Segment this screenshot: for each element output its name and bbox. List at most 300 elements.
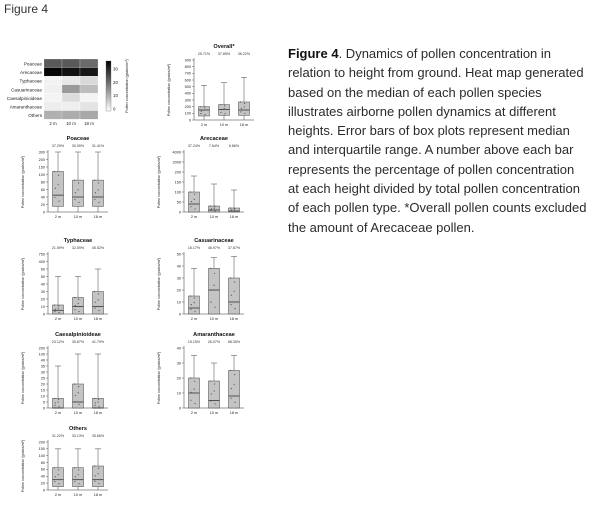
data-point xyxy=(194,311,195,312)
data-point xyxy=(78,483,79,484)
box-plot-casuarinaceae xyxy=(150,236,270,328)
y-tick-label: 750 xyxy=(38,252,45,257)
box xyxy=(229,278,240,314)
percent-label: 21.59% xyxy=(51,246,65,250)
heatmap-cell xyxy=(62,59,80,68)
data-point xyxy=(210,302,211,303)
y-axis-label: Pollen concentration (grains/m³) xyxy=(21,257,25,311)
y-tick-label: 20 xyxy=(176,376,181,381)
data-point xyxy=(98,399,99,400)
percent-label: 25.71% xyxy=(197,52,211,56)
x-tick-label: 18 m xyxy=(229,215,239,219)
percent-label: 35.87% xyxy=(71,340,85,344)
x-tick-label: 10 m xyxy=(209,317,219,321)
box-plot-poaceae xyxy=(14,134,134,226)
data-point xyxy=(58,184,59,185)
y-tick-label: 10 xyxy=(176,300,181,305)
data-point xyxy=(214,211,215,212)
data-point xyxy=(94,481,95,482)
chart-title: Others xyxy=(68,426,88,432)
percent-label: 32.59% xyxy=(71,246,85,250)
y-tick-label: 100 xyxy=(184,111,191,116)
data-point xyxy=(74,297,75,298)
data-point xyxy=(211,208,212,209)
data-point xyxy=(234,211,235,212)
y-tick-label: 5 xyxy=(42,400,45,405)
data-point xyxy=(98,299,99,300)
x-tick-label: 18 m xyxy=(229,411,239,415)
box xyxy=(73,180,84,206)
data-point xyxy=(58,401,59,402)
chart-title: Poaceae xyxy=(66,136,90,142)
data-point xyxy=(214,390,215,391)
data-point xyxy=(75,395,76,396)
heatmap-scale-tick: 10 xyxy=(113,93,118,99)
y-tick-label: 20 xyxy=(40,202,45,207)
box xyxy=(93,466,104,487)
heatmap-cell xyxy=(80,111,98,120)
x-tick-label: 2 m xyxy=(190,317,198,321)
x-tick-label: 10 m xyxy=(219,123,229,127)
data-point xyxy=(214,307,215,308)
percent-label: 37.24% xyxy=(187,144,201,148)
heatmap-cell xyxy=(62,93,80,102)
heatmap-cell xyxy=(44,76,62,85)
data-point xyxy=(94,199,95,200)
y-tick-label: 30 xyxy=(176,361,181,366)
data-point xyxy=(58,308,59,309)
data-point xyxy=(58,406,59,407)
heatmap-col-label: 18 m xyxy=(84,121,94,127)
data-point xyxy=(78,303,79,304)
percent-label: 15.15% xyxy=(187,340,201,344)
data-point xyxy=(78,202,79,203)
data-point xyxy=(224,105,225,106)
percent-label: 33.13% xyxy=(71,434,85,438)
percent-label: 37.85% xyxy=(217,52,231,56)
data-point xyxy=(94,180,95,181)
data-point xyxy=(230,210,231,211)
x-tick-label: 10 m xyxy=(73,215,83,219)
percent-label: 15.17% xyxy=(187,246,201,250)
y-tick-label: 150 xyxy=(38,165,45,170)
heatmap-row-label: Arecaceae xyxy=(20,70,42,76)
heatmap-row-label: Casuarinaceae xyxy=(11,87,42,93)
data-point xyxy=(98,483,99,484)
data-point xyxy=(94,308,95,309)
data-point xyxy=(78,182,79,183)
chart-title: Casuarinaceae xyxy=(194,238,234,244)
data-point xyxy=(94,291,95,292)
data-point xyxy=(194,297,195,298)
data-point xyxy=(210,380,211,381)
data-point xyxy=(94,465,95,466)
y-tick-label: 40 xyxy=(40,358,45,363)
y-tick-label: 0 xyxy=(42,488,45,493)
data-point xyxy=(244,113,245,114)
data-point xyxy=(210,210,211,211)
y-tick-label: 30 xyxy=(40,370,45,375)
data-point xyxy=(98,406,99,407)
box xyxy=(209,381,220,408)
data-point xyxy=(54,398,55,399)
y-tick-label: 40 xyxy=(40,474,45,479)
heatmap-cell xyxy=(44,111,62,120)
x-tick-label: 18 m xyxy=(93,317,103,321)
y-tick-label: 0 xyxy=(188,118,191,123)
data-point xyxy=(190,206,191,207)
data-point xyxy=(210,205,211,206)
box xyxy=(219,105,230,116)
y-tick-label: 4000 xyxy=(172,150,181,155)
box xyxy=(239,102,250,115)
data-point xyxy=(190,377,191,378)
data-point xyxy=(230,207,231,208)
box xyxy=(73,468,84,487)
data-point xyxy=(231,209,232,210)
y-tick-label: 200 xyxy=(38,440,45,445)
data-point xyxy=(204,107,205,108)
heatmap-cell xyxy=(80,68,98,77)
y-tick-label: 0 xyxy=(178,210,181,215)
heatmap-cell xyxy=(62,68,80,77)
chart-title: Typhaceae xyxy=(63,238,93,244)
data-point xyxy=(200,106,201,107)
data-point xyxy=(98,182,99,183)
heatmap-cell xyxy=(62,85,80,94)
y-tick-label: 50 xyxy=(176,200,181,205)
y-tick-label: 0 xyxy=(178,312,181,317)
data-point xyxy=(54,171,55,172)
box xyxy=(73,298,84,315)
box xyxy=(93,292,104,315)
y-tick-label: 200 xyxy=(38,157,45,162)
y-tick-label: 0 xyxy=(178,406,181,411)
data-point xyxy=(190,295,191,296)
data-point xyxy=(58,469,59,470)
y-tick-label: 60 xyxy=(40,467,45,472)
percent-label: 37.29% xyxy=(51,144,65,148)
data-point xyxy=(55,476,56,477)
x-tick-label: 2 m xyxy=(200,123,208,127)
percent-label: 35.66% xyxy=(91,434,105,438)
data-point xyxy=(95,402,96,403)
data-point xyxy=(234,291,235,292)
heatmap-cell xyxy=(80,102,98,111)
box-plot-typhaceae xyxy=(14,236,134,328)
heatmap-cell xyxy=(62,102,80,111)
data-point xyxy=(74,199,75,200)
data-point xyxy=(221,109,222,110)
y-tick-label: 200 xyxy=(184,104,191,109)
data-point xyxy=(190,191,191,192)
y-tick-label: 20 xyxy=(40,481,45,486)
box-plot-amaranthaceae xyxy=(150,330,270,422)
heatmap-cell xyxy=(80,85,98,94)
data-point xyxy=(220,112,221,113)
y-tick-label: 500 xyxy=(184,84,191,89)
y-axis-label: Pollen concentration (grains/m³) xyxy=(21,439,25,493)
heatmap-row-label: Poaceae xyxy=(23,61,42,67)
y-tick-label: 100 xyxy=(38,352,45,357)
data-point xyxy=(191,392,192,393)
y-tick-label: 100 xyxy=(38,454,45,459)
data-point xyxy=(95,302,96,303)
y-tick-label: 80 xyxy=(40,180,45,185)
percent-label: 6.86% xyxy=(228,144,240,148)
x-tick-label: 10 m xyxy=(73,493,83,497)
x-tick-label: 18 m xyxy=(93,411,103,415)
chart-title: Arecaceae xyxy=(200,136,228,142)
data-point xyxy=(211,393,212,394)
y-tick-label: 40 xyxy=(176,264,181,269)
y-tick-label: 300 xyxy=(184,98,191,103)
y-tick-label: 700 xyxy=(184,71,191,76)
figure-caption xyxy=(288,44,588,237)
y-tick-label: 2000 xyxy=(172,160,181,165)
x-tick-label: 10 m xyxy=(73,411,83,415)
data-point xyxy=(78,474,79,475)
data-point xyxy=(55,309,56,310)
percent-label: 58.35% xyxy=(227,340,241,344)
y-tick-label: 300 xyxy=(38,150,45,155)
box xyxy=(53,172,64,207)
heatmap-row-label: Amaranthaceae xyxy=(9,104,42,110)
y-axis-label: Pollen concentration (grains/m³) xyxy=(157,257,161,311)
data-point xyxy=(54,467,55,468)
heatmap-scale-tick: 20 xyxy=(113,79,118,85)
data-point xyxy=(58,483,59,484)
y-tick-label: 800 xyxy=(184,64,191,69)
y-axis-label: Pollen concentration (grains/m³) xyxy=(157,155,161,209)
data-point xyxy=(98,189,99,190)
data-point xyxy=(78,404,79,405)
data-point xyxy=(74,401,75,402)
y-tick-label: 100 xyxy=(174,190,181,195)
x-tick-label: 18 m xyxy=(229,317,239,321)
data-point xyxy=(78,189,79,190)
data-point xyxy=(54,304,55,305)
y-tick-label: 50 xyxy=(176,252,181,257)
chart-title: Caesalpinioideae xyxy=(55,332,101,338)
x-tick-label: 2 m xyxy=(54,215,62,219)
data-point xyxy=(201,111,202,112)
box xyxy=(53,468,64,487)
box xyxy=(199,107,210,116)
data-point xyxy=(75,192,76,193)
data-point xyxy=(230,277,231,278)
data-point xyxy=(190,400,191,401)
data-point xyxy=(74,180,75,181)
x-tick-label: 2 m xyxy=(190,411,198,415)
data-point xyxy=(78,299,79,300)
data-point xyxy=(240,101,241,102)
y-tick-label: 20 xyxy=(40,382,45,387)
data-point xyxy=(194,381,195,382)
x-tick-label: 10 m xyxy=(73,317,83,321)
data-point xyxy=(94,398,95,399)
heatmap-color-scale xyxy=(106,61,111,111)
figure-label: Figure 4 xyxy=(4,2,49,16)
heatmap-scale-tick: 0 xyxy=(113,106,116,112)
heatmap-cell xyxy=(80,93,98,102)
y-tick-label: 40 xyxy=(40,195,45,200)
y-tick-label: 10 xyxy=(40,394,45,399)
data-point xyxy=(58,305,59,306)
data-point xyxy=(194,208,195,209)
data-point xyxy=(194,403,195,404)
box xyxy=(189,192,200,212)
box-plot-arecaceae xyxy=(150,134,270,226)
y-tick-label: 150 xyxy=(38,447,45,452)
y-tick-label: 30 xyxy=(176,276,181,281)
x-tick-label: 18 m xyxy=(239,123,249,127)
heatmap-cell xyxy=(80,59,98,68)
data-point xyxy=(74,383,75,384)
data-point xyxy=(210,400,211,401)
heatmap-cell xyxy=(62,76,80,85)
box xyxy=(93,180,104,206)
heatmap-cell xyxy=(44,93,62,102)
data-point xyxy=(234,374,235,375)
y-tick-label: 80 xyxy=(40,460,45,465)
data-point xyxy=(58,175,59,176)
heatmap-cell xyxy=(80,76,98,85)
data-point xyxy=(224,108,225,109)
data-point xyxy=(78,386,79,387)
x-tick-label: 18 m xyxy=(93,215,103,219)
heatmap-col-label: 2 m xyxy=(49,121,57,127)
x-tick-label: 10 m xyxy=(209,411,219,415)
data-point xyxy=(95,192,96,193)
data-point xyxy=(230,370,231,371)
y-axis-label: Pollen concentration (grains/m³) xyxy=(157,351,161,405)
data-point xyxy=(75,476,76,477)
percent-label: 37.67% xyxy=(227,246,241,250)
data-point xyxy=(74,309,75,310)
data-point xyxy=(230,304,231,305)
y-axis-label: Pollen concentration (grains/m³) xyxy=(21,351,25,405)
box xyxy=(73,384,84,408)
data-point xyxy=(220,104,221,105)
box xyxy=(53,398,64,408)
data-point xyxy=(214,208,215,209)
heatmap-scale-label: Pollen concentration (grains/m³) xyxy=(125,59,129,113)
data-point xyxy=(231,388,232,389)
y-tick-label: 20 xyxy=(40,297,45,302)
caption-text: . Dynamics of pollen concentration in relation to height from ground. Heat map generated based on the median of each pollen species illustrates airborne pollen dynamics at different heights. Error bars of box plots represent median and interquartile range. A number above each bar represents the percentage of pollen concentration at each height divided by total pollen concentration of each pollen type. *Overall pollen counts excluded the amount of Arecaceae pollen. xyxy=(288,46,587,235)
heatmap-cell xyxy=(62,111,80,120)
box-plot-others xyxy=(14,424,134,504)
data-point xyxy=(98,310,99,311)
y-tick-label: 40 xyxy=(40,282,45,287)
chart-title: Amaranthaceae xyxy=(193,332,235,338)
y-tick-label: 150 xyxy=(174,180,181,185)
data-point xyxy=(74,481,75,482)
data-point xyxy=(214,383,215,384)
data-point xyxy=(78,311,79,312)
y-tick-label: 20 xyxy=(176,288,181,293)
data-point xyxy=(210,268,211,269)
y-tick-label: 60 xyxy=(40,187,45,192)
y-tick-label: 10 xyxy=(40,304,45,309)
y-tick-label: 0 xyxy=(42,406,45,411)
data-point xyxy=(240,111,241,112)
data-point xyxy=(98,202,99,203)
data-point xyxy=(204,114,205,115)
data-point xyxy=(58,474,59,475)
box xyxy=(209,268,220,314)
x-tick-label: 18 m xyxy=(93,493,103,497)
percent-label: 45.52% xyxy=(91,246,105,250)
data-point xyxy=(98,468,99,469)
box xyxy=(189,296,200,314)
box xyxy=(93,398,104,408)
data-point xyxy=(194,199,195,200)
heatmap-cell xyxy=(44,85,62,94)
heatmap-cell xyxy=(44,102,62,111)
data-point xyxy=(234,281,235,282)
y-tick-label: 60 xyxy=(40,267,45,272)
heatmap-row-label: Typhaceae xyxy=(19,78,42,84)
data-point xyxy=(78,392,79,393)
data-point xyxy=(234,384,235,385)
y-tick-label: 900 xyxy=(184,58,191,63)
data-point xyxy=(55,188,56,189)
y-tick-label: 30 xyxy=(40,289,45,294)
y-tick-label: 0 xyxy=(42,312,45,317)
y-tick-label: 200 xyxy=(174,170,181,175)
y-axis-label: Pollen concentration (grains/m³) xyxy=(167,63,171,117)
x-tick-label: 2 m xyxy=(190,215,198,219)
y-tick-label: 25 xyxy=(40,376,45,381)
box-plot-caesalpinioideae xyxy=(14,330,134,422)
data-point xyxy=(95,475,96,476)
caption-lead: Figure 4 xyxy=(288,46,339,61)
box xyxy=(229,371,240,409)
data-point xyxy=(98,401,99,402)
y-tick-label: 100 xyxy=(38,172,45,177)
data-point xyxy=(194,302,195,303)
y-tick-label: 400 xyxy=(38,259,45,264)
x-tick-label: 2 m xyxy=(54,411,62,415)
data-point xyxy=(58,312,59,313)
data-point xyxy=(214,273,215,274)
data-point xyxy=(200,113,201,114)
percent-label: 31.41% xyxy=(91,144,105,148)
data-point xyxy=(54,405,55,406)
y-tick-label: 0 xyxy=(42,210,45,215)
data-point xyxy=(191,304,192,305)
x-tick-label: 2 m xyxy=(54,317,62,321)
percent-label: 46.97% xyxy=(207,246,221,250)
data-point xyxy=(94,405,95,406)
data-point xyxy=(224,113,225,114)
data-point xyxy=(55,402,56,403)
box xyxy=(209,206,220,212)
x-tick-label: 2 m xyxy=(54,493,62,497)
data-point xyxy=(244,106,245,107)
data-point xyxy=(75,305,76,306)
data-point xyxy=(191,201,192,202)
data-point xyxy=(234,402,235,403)
heatmap-scale-tick: 30 xyxy=(113,66,118,72)
heatmap-row-label: Others xyxy=(28,113,42,119)
data-point xyxy=(78,469,79,470)
box-plot-overall xyxy=(160,42,280,134)
data-point xyxy=(214,285,215,286)
data-point xyxy=(214,403,215,404)
